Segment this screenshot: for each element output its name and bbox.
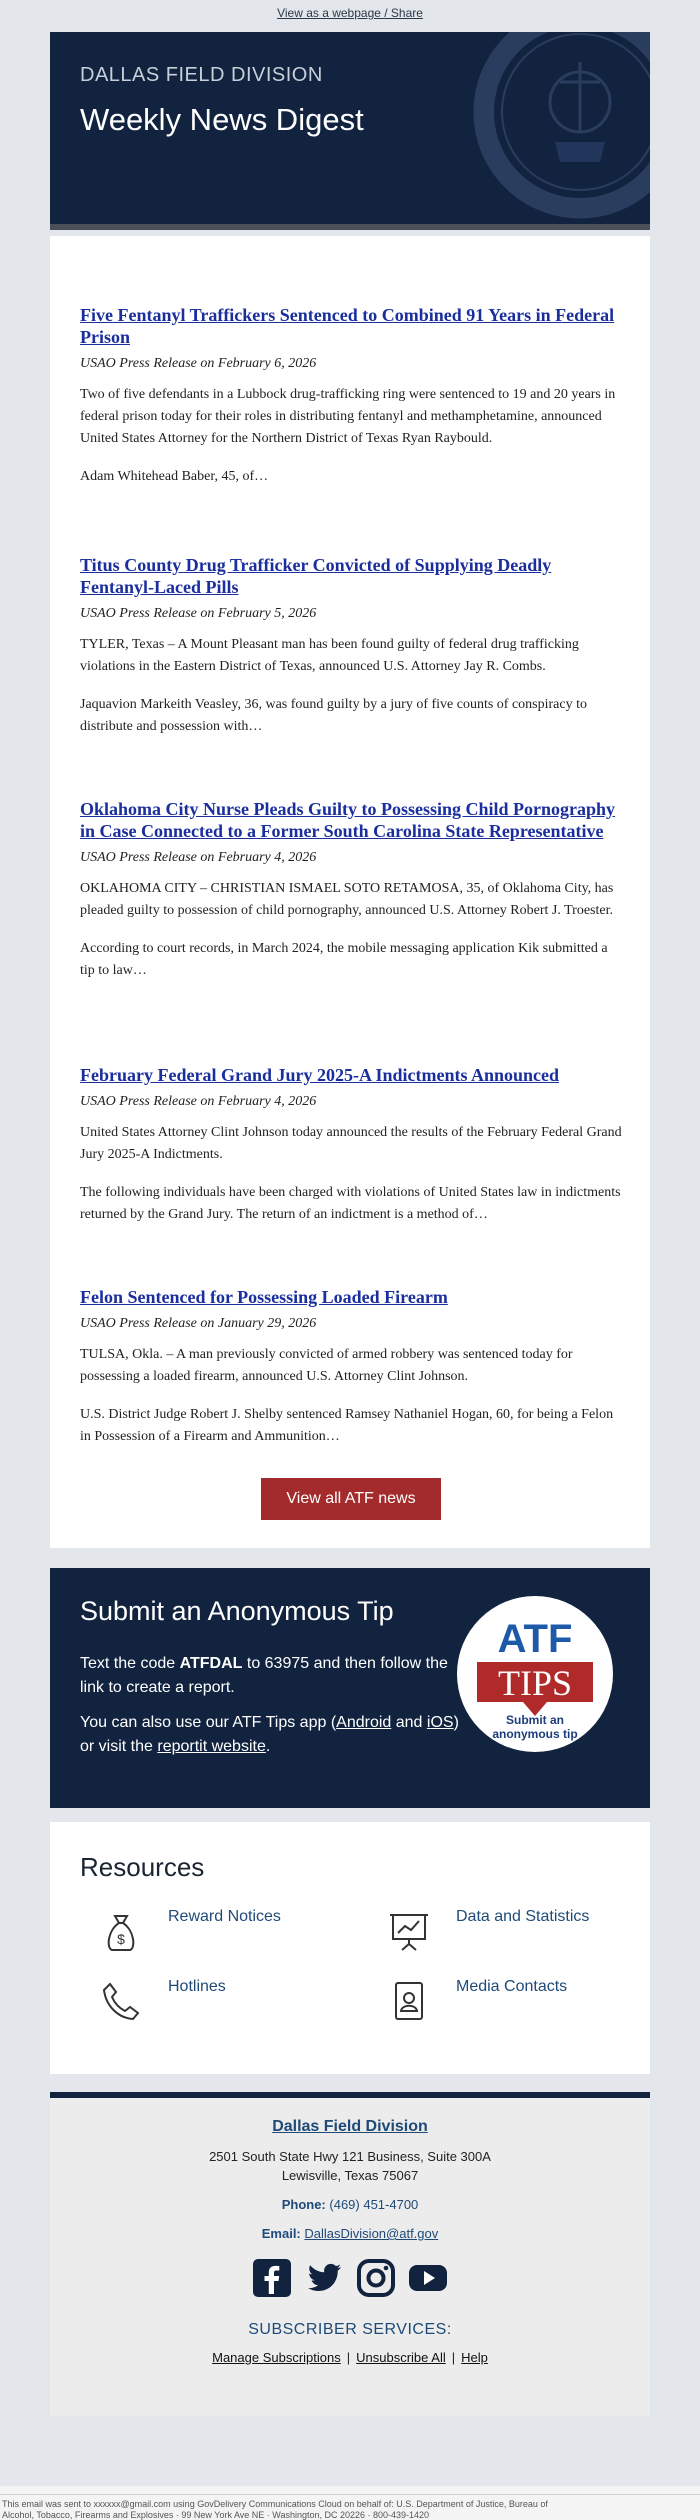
story-date: USAO Press Release on February 6, 2026 [80, 356, 317, 371]
tip-code: ATFDAL [179, 1655, 243, 1672]
facebook-icon[interactable] [252, 2258, 292, 2298]
twitter-icon[interactable] [304, 2258, 344, 2298]
story-title [80, 1286, 625, 1308]
youtube-icon[interactable] [408, 2258, 448, 2298]
manage-subscriptions-link[interactable]: Manage Subscriptions [212, 2350, 341, 2365]
atf-seal-icon [470, 32, 650, 222]
story-title [80, 798, 625, 842]
atf-tips-logo-icon[interactable] [455, 1594, 615, 1754]
email-disclaimer [0, 2494, 700, 2520]
resource-label: Reward Notices [168, 1908, 281, 1925]
address-line-1: 2501 South State Hwy 121 Business, Suite 300A [209, 2149, 491, 2164]
tip-text-instructions: Text the code ATFDAL to 63975 and then follow the link to create a report. [80, 1655, 448, 1696]
news-story [80, 1286, 625, 1448]
header-divider [50, 224, 650, 230]
separator: | [346, 2350, 351, 2365]
story-title-link[interactable]: Oklahoma City Nurse Pleads Guilty to Possessing Child Pornography in Case Connected to a Former South Carolina State Representative [80, 799, 616, 841]
reward-notices-link[interactable] [98, 1908, 298, 1958]
svg-text:anonymous tip: anonymous tip [492, 1727, 578, 1741]
svg-text:ATF: ATF [497, 1617, 573, 1661]
tip-app-instructions: You can also use our ATF Tips app (Android and iOS) or visit the reportit website. [80, 1714, 459, 1755]
news-story [80, 554, 625, 738]
story-paragraph: OKLAHOMA CITY – CHRISTIAN ISMAEL SOTO RETAMOSA, 35, of Oklahoma City, has pleaded guilty to possession of child pornography, announced U.S. Attorney Robert J. Troester. [80, 881, 614, 918]
disclaimer-line: Alcohol, Tobacco, Firearms and Explosives · 99 New York Ave NE · Washington, DC 20226 · 800-439-1420 [2, 2510, 430, 2520]
phone-line: Phone: (469) 451-4700 [281, 2197, 419, 2212]
footer-section [50, 2092, 650, 2416]
anonymous-tip-section [50, 1568, 650, 1808]
story-paragraph: United States Attorney Clint Johnson today announced the results of the February Federal Grand Jury 2025-A Indictments. [80, 1125, 622, 1162]
story-title [80, 1064, 625, 1086]
subscriber-services-heading: SUBSCRIBER SERVICES: [248, 2321, 452, 2338]
phone-icon [98, 1978, 144, 2024]
phone-number: (469) 451-4700 [329, 2197, 419, 2212]
news-story [80, 304, 625, 488]
resources-title: Resources [80, 1852, 205, 1882]
resource-label: Data and Statistics [456, 1908, 590, 1925]
news-story [80, 798, 625, 982]
svg-text:Submit an: Submit an [505, 1713, 565, 1727]
view-all-news-button[interactable]: View all ATF news [261, 1478, 441, 1520]
story-title-link[interactable]: Titus County Drug Trafficker Convicted of Supplying Deadly Fentanyl-Laced Pills [80, 555, 552, 597]
svg-text:$: $ [117, 1931, 125, 1947]
story-paragraph: TULSA, Okla. – A man previously convicted of armed robbery was sentenced today for possessing a loaded firearm, announced U.S. Attorney Clint Johnson. [80, 1347, 573, 1384]
division-name-link[interactable]: Dallas Field Division [272, 2118, 428, 2135]
email-link[interactable]: DallasDivision@atf.gov [304, 2226, 439, 2241]
unsubscribe-all-link[interactable]: Unsubscribe All [356, 2350, 446, 2365]
story-paragraph: According to court records, in March 2024, the mobile messaging application Kik submitted a tip to law… [80, 941, 608, 978]
separator: | [451, 2350, 456, 2365]
story-title-link[interactable]: February Federal Grand Jury 2025-A Indictments Announced [80, 1065, 560, 1085]
story-date: USAO Press Release on February 5, 2026 [80, 606, 317, 621]
money-bag-icon [98, 1908, 144, 1954]
story-date: USAO Press Release on February 4, 2026 [80, 1094, 317, 1109]
help-link[interactable]: Help [461, 2350, 488, 2365]
story-date: USAO Press Release on February 4, 2026 [80, 850, 317, 865]
svg-text:TIPS: TIPS [497, 1663, 573, 1703]
android-link[interactable]: Android [336, 1714, 392, 1731]
resource-label: Hotlines [168, 1978, 226, 1995]
story-title [80, 304, 625, 348]
resources-section [50, 1822, 650, 2074]
data-statistics-link[interactable] [386, 1908, 606, 1958]
media-contacts-link[interactable] [386, 1978, 606, 2028]
newsletter-title: Weekly News Digest [80, 102, 364, 137]
subscriber-links [50, 2350, 650, 2365]
top-bar [0, 6, 700, 20]
address-line-2: Lewisville, Texas 75067 [281, 2168, 419, 2183]
story-date: USAO Press Release on January 29, 2026 [80, 1316, 317, 1331]
story-paragraph: U.S. District Judge Robert J. Shelby sentenced Ramsey Nathaniel Hogan, 60, for being a Felon in Possession of a Firearm and Ammunition… [80, 1407, 614, 1444]
social-links [50, 2258, 650, 2298]
story-title [80, 554, 625, 598]
view-as-webpage-link[interactable]: View as a webpage / Share [277, 6, 423, 20]
email-line: Email: DallasDivision@atf.gov [261, 2226, 439, 2241]
story-paragraph: Adam Whitehead Baber, 45, of… [80, 469, 269, 484]
story-paragraph: The following individuals have been charged with violations of United States law in indictments returned by the Grand Jury. The return of an indictment is a method of… [80, 1185, 621, 1222]
story-title-link[interactable]: Five Fentanyl Traffickers Sentenced to Combined 91 Years in Federal Prison [80, 305, 615, 347]
tip-title: Submit an Anonymous Tip [80, 1596, 394, 1626]
resource-label: Media Contacts [456, 1978, 568, 1995]
story-paragraph: Two of five defendants in a Lubbock drug-trafficking ring were sentenced to 19 and 20 years in federal prison today for their roles in distributing fentanyl and methamphetamine, announced United States Attorney for the Northern District of Texas Ryan Raybould. [80, 387, 616, 446]
header-banner [50, 32, 650, 230]
story-title-link[interactable]: Felon Sentenced for Possessing Loaded Firearm [80, 1287, 448, 1307]
presentation-chart-icon [386, 1908, 432, 1954]
story-paragraph: Jaquavion Markeith Veasley, 36, was found guilty by a jury of five counts of conspiracy to distribute and possession with… [80, 697, 588, 734]
news-story [80, 1064, 625, 1226]
news-section [50, 236, 650, 1548]
contact-card-icon [386, 1978, 432, 2024]
instagram-icon[interactable] [356, 2258, 396, 2298]
reportit-website-link[interactable]: reportit website [157, 1738, 266, 1755]
division-kicker: DALLAS FIELD DIVISION [80, 64, 323, 86]
story-paragraph: TYLER, Texas – A Mount Pleasant man has been found guilty of federal drug trafficking violations in the Eastern District of Texas, announced U.S. Attorney Jay R. Combs. [80, 637, 579, 674]
disclaimer-line: This email was sent to xxxxxx@gmail.com using GovDelivery Communications Cloud on behalf of: U.S. Department of Justice, Bureau of [2, 2499, 548, 2509]
ios-link[interactable]: iOS [426, 1714, 454, 1731]
hotlines-link[interactable] [98, 1978, 298, 2028]
